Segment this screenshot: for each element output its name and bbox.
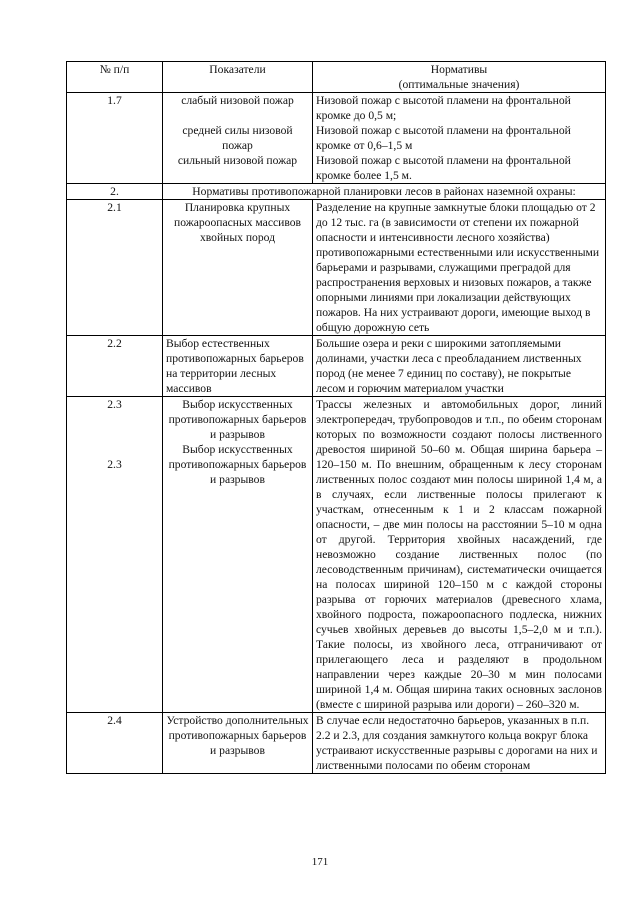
norm-weak-fire: Низовой пожар с высотой пламени на фронтальной кромке до 0,5 м; [316,94,571,122]
row-num: 2.4 [67,713,163,774]
row-num: 1.7 [67,93,163,184]
page-number: 171 [311,856,329,868]
indicator-medium-fire: средней силы низовой пожар [182,124,293,152]
header-norms [313,62,606,93]
table-row [67,200,606,336]
indicator-strong-fire: сильный низовой пожар [177,154,298,167]
header-indicator: Показатели [163,62,313,93]
row-num: 2.1 [67,200,163,336]
row-norm [313,93,606,184]
row-num: 2.2 [67,336,163,397]
table-row [67,713,606,774]
row-indicator: Планировка крупных пожароопасных массивов хвойных пород [163,200,313,336]
table-row [67,336,606,397]
row-norm: Большие озера и реки с широкими затопляемыми долинами, участки леса с преобладанием лиственных пород (не менее 7 единиц по составу), не покрытые лесом и горючим материалом участки [313,336,606,397]
section-title: Нормативы противопожарной планировки лесов в районах наземной охраны: [163,184,606,200]
row-norm: В случае если недостаточно барьеров, указанных в п.п. 2.2 и 2.3, для создания замкнутого кольца вокруг блока устраивают искусственные разрывы с дорогами на них и лиственными полосами по обеим сторонам [313,713,606,774]
row-num [67,397,163,713]
table-row [67,93,606,184]
indicator-weak-fire: слабый низовой пожар [181,94,294,107]
indicator-second: Выбор искусственных противопожарных барьеров и разрывов [168,443,307,486]
row-num-first: 2.3 [107,398,122,411]
row-norm: Разделение на крупные замкнутые блоки площадью от 2 до 12 тыс. га (в зависимости от степени их пожарной опасности и интенсивности лесного хозяйства) противопожарными естественными или искусственными барьерами и разрывами, служащими преградой для распространения верховых и низовых пожаров, а также опорными линиями при локализации действующих пожаров. На них устраивают дороги, имеющие выход в общую дорожную сеть [313,200,606,336]
norms-table [66,61,606,774]
header-num: № п/п [67,62,163,93]
row-num-second: 2.3 [107,458,122,471]
section-row [67,184,606,200]
section-num: 2. [67,184,163,200]
table-row [67,397,606,713]
norm-medium-fire: Низовой пожар с высотой пламени на фронтальной кромке от 0,6–1,5 м [316,124,571,152]
row-indicator: Устройство дополнительных противопожарных барьеров и разрывов [163,713,313,774]
row-indicator [163,397,313,713]
row-indicator: Выбор естественных противопожарных барьеров на территории лесных массивов [163,336,313,397]
row-norm: Трассы железных и автомобильных дорог, линий электропередач, трубопроводов и т.п., по обеим сторонам которых по возможности создают полосы лиственного древостоя шириной 50–60 м. Общая ширина барьера – 120–150 м. По внешним, обращенным к лесу сторонам лиственных полос создают мин полосы шириной 1,4 м, а в случаях, если лиственные полосы прилегают к участкам, отнесенным к 1 и 2 классам пожарной опасности, – две мин полосы на расстоянии 5–10 м одна от другой. Территория хвойных насаждений, где невозможно создание лиственных полос (по лесоводственным причинам), систематически очищается на полосах шириной 120–150 м с каждой стороны разрыва от горючих материалов (древесного хлама, хвойного подроста, пожароопасного подлеска, нижних сучьев хвойных деревьев до высоты 1,5–2,0 м и т.п.). Такие полосы, из хвойного леса, отграничивают от прилегающего леса и разделяют в продольном направлении через каждые 20–30 м мин полосами шириной 1,4 м. Общая ширина таких основных заслонов (вместе с шириной разрыва или дороги) – 260–320 м. [313,397,606,713]
header-norms-title: Нормативы [430,63,488,76]
table-header-row [67,62,606,93]
norm-strong-fire: Низовой пожар с высотой пламени на фронтальной кромке более 1,5 м. [316,154,571,182]
row-indicator [163,93,313,184]
indicator-first: Выбор искусственных противопожарных барьеров и разрывов [168,398,307,441]
header-norms-subtitle: (оптимальные значения) [398,78,520,91]
